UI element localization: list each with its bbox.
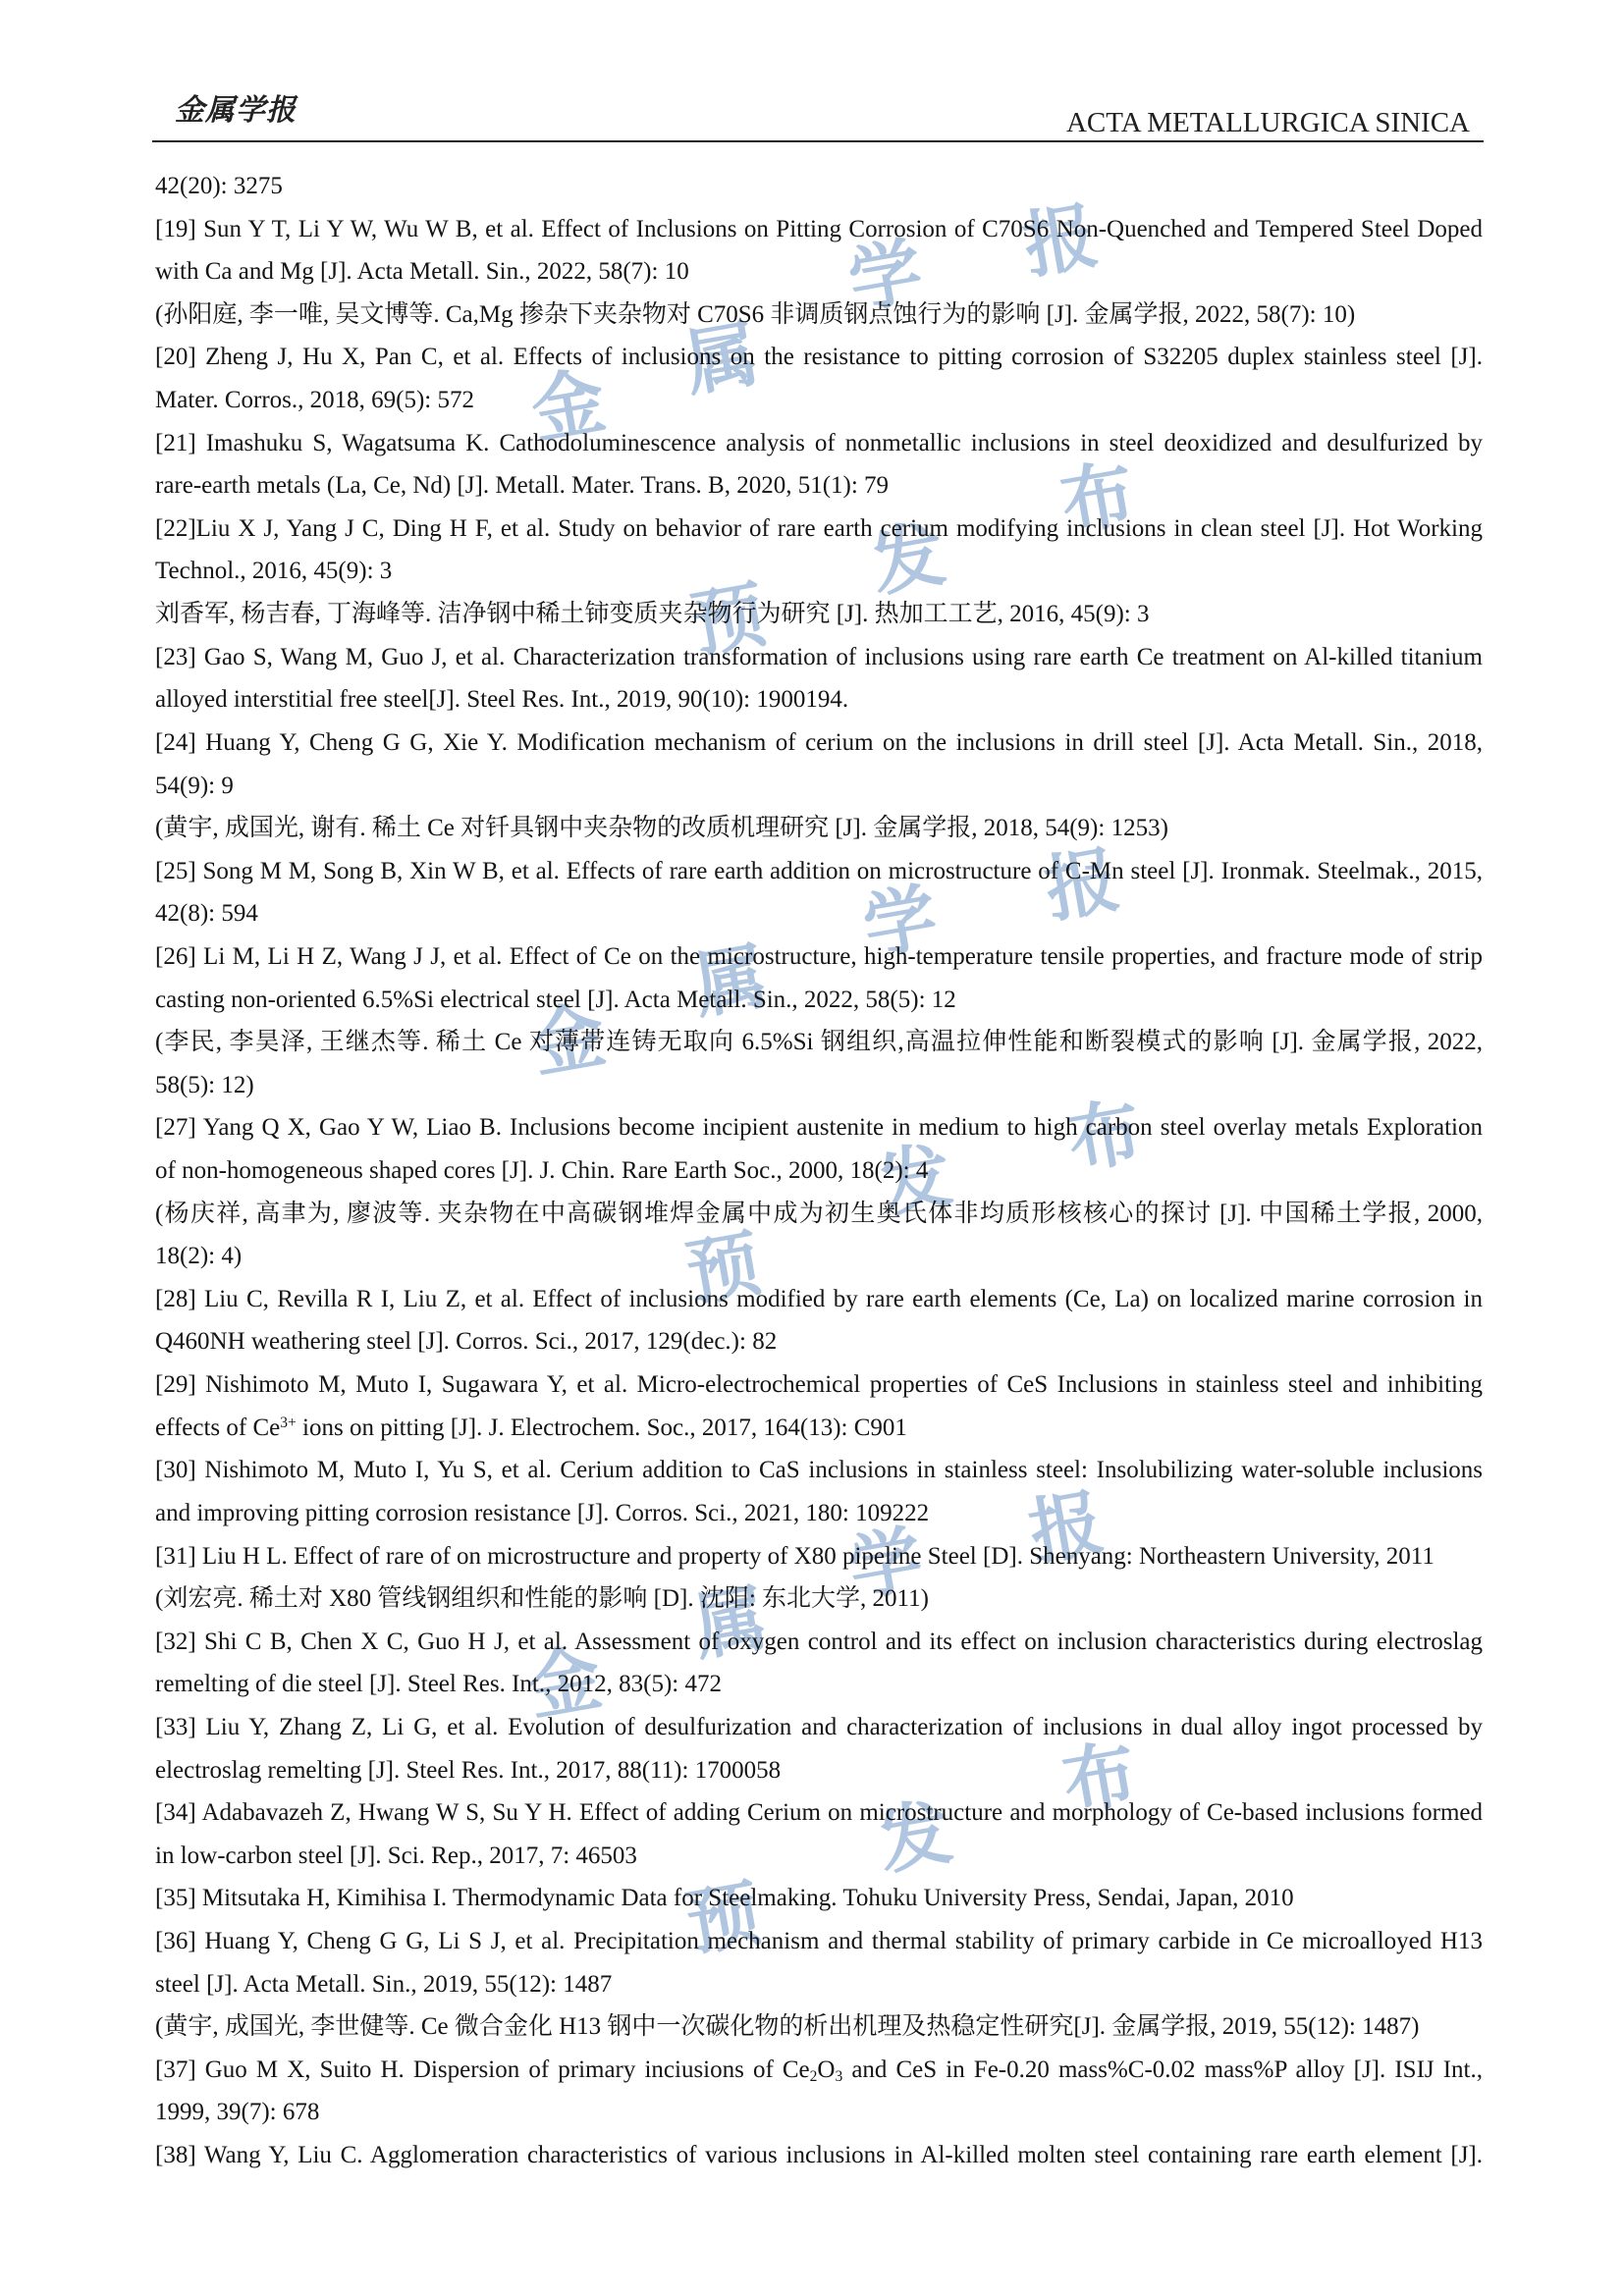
reference-line: [38] Wang Y, Liu C. Agglomeration characteristics of various inclusions in Al-killed molten steel containing rare earth element [J]. — [155, 2142, 1483, 2169]
watermark-char: 报 — [1017, 193, 1104, 290]
watermark-char: 预 — [680, 1871, 767, 1967]
reference-line: alloyed interstitial free steel[J]. Steel Res. Int., 2019, 90(10): 1900194. — [155, 686, 849, 714]
reference-line: electroslag remelting [J]. Steel Res. Int., 2017, 88(11): 1700058 — [155, 1756, 782, 1784]
watermark-char: 学 — [857, 875, 944, 971]
text-segment: effects of Ce — [155, 1414, 281, 1441]
reference-entry — [155, 1621, 1483, 1706]
reference-line: 58(5): 12) — [155, 1071, 254, 1098]
reference-line: 42(20): 3275 — [155, 173, 283, 199]
watermark-char: 属 — [687, 934, 774, 1030]
superscript: 3+ — [280, 1414, 297, 1431]
reference-line: 刘香军, 杨吉春, 丁海峰等. 洁净钢中稀土铈变质夹杂物行为研究 [J]. 热加工工艺, 2016, 45(9): 3 — [155, 601, 1150, 628]
reference-line: [23] Gao S, Wang M, Guo J, et al. Characterization transformation of inclusions using rare earth Ce treatment on Al-killed titanium — [155, 643, 1483, 670]
reference-line: [36] Huang Y, Cheng G G, Li S J, et al. Precipitation mechanism and thermal stability of primary carbide in Ce microalloyed H13 — [155, 1927, 1483, 1954]
reference-entry — [155, 507, 1483, 636]
reference-entry — [155, 1449, 1483, 1534]
reference-line: (李民, 李昊泽, 王继杰等. 稀土 Ce 对薄带连铸无取向 6.5%Si 钢组织,高温拉伸性能和断裂模式的影响 [J]. 金属学报, 2022, — [155, 1029, 1483, 1056]
reference-line: (刘宏亮. 稀土对 X80 管线钢组织和性能的影响 [D]. 沈阳: 东北大学, 2011) — [155, 1585, 929, 1613]
reference-line: [35] Mitsutaka H, Kimihisa I. Thermodynamic Data for Steelmaking. Tohuku University Press, Sendai, Japan, 2010 — [155, 1885, 1294, 1912]
journal-logo: 金属学报 — [175, 93, 297, 128]
reference-entry — [155, 2134, 1483, 2177]
text-segment: and CeS in Fe-0.20 mass%C-0.02 mass%P alloy [J]. ISIJ Int., — [842, 2056, 1483, 2083]
reference-line: 1999, 39(7): 678 — [155, 2099, 320, 2126]
reference-entry — [155, 636, 1483, 721]
reference-line: [20] Zheng J, Hu X, Pan C, et al. Effects of inclusions on the resistance to pitting corrosion of S32205 duplex stainless steel [J]. — [155, 344, 1483, 371]
reference-entry — [155, 1920, 1483, 2049]
watermark-char: 金 — [525, 992, 612, 1089]
reference-entry — [155, 935, 1483, 1106]
reference-line — [155, 1407, 1483, 1450]
reference-entry — [155, 336, 1483, 421]
watermark-char: 金 — [525, 358, 612, 454]
reference-line: Mater. Corros., 2018, 69(5): 572 — [155, 387, 474, 414]
reference-line: [32] Shi C B, Chen X C, Guo H J, et al. Assessment of oxygen control and its effect on inclusion characteristics during electroslag — [155, 1628, 1483, 1655]
watermark-char: 学 — [842, 229, 929, 325]
watermark-char: 发 — [865, 511, 951, 608]
watermark-char: 布 — [1061, 1089, 1148, 1185]
reference-line: [28] Liu C, Revilla R I, Liu Z, et al. Effect of inclusions modified by rare earth elements (Ce, La) on localized marine corrosion in — [155, 1285, 1483, 1312]
reference-line: (黄宇, 成国光, 谢有. 稀土 Ce 对钎具钢中夹杂物的改质机理研究 [J]. 金属学报, 2018, 54(9): 1253) — [155, 815, 1168, 842]
reference-line: [29] Nishimoto M, Muto I, Sugawara Y, et al. Micro-electrochemical properties of CeS Inclusions in stainless steel and inhibiting — [155, 1371, 1483, 1399]
watermark-char: 布 — [1056, 1731, 1143, 1827]
watermark-char: 发 — [872, 1789, 958, 1886]
text-segment: ions on pitting [J]. J. Electrochem. Soc., 2017, 164(13): C901 — [296, 1414, 907, 1441]
reference-line: [24] Huang Y, Cheng G G, Xie Y. Modification mechanism of cerium on the inclusions in drill steel [J]. Acta Metall. Sin., 2018, — [155, 728, 1483, 756]
reference-line: rare-earth metals (La, Ce, Nd) [J]. Metall. Mater. Trans. B, 2020, 51(1): 79 — [155, 472, 890, 500]
watermark-char: 属 — [678, 311, 765, 407]
reference-line: [21] Imashuku S, Wagatsuma K. Cathodoluminescence analysis of nonmetallic inclusions in steel deoxidized and desulfurized by — [155, 429, 1483, 456]
reference-entry — [155, 1363, 1483, 1449]
journal-name: ACTA METALLURGICA SINICA — [1065, 107, 1470, 138]
reference-line: [33] Liu Y, Zhang Z, Li G, et al. Evolution of desulfurization and characterization of inclusions in dual alloy ingot processed by — [155, 1713, 1483, 1740]
watermark-char: 学 — [842, 1517, 929, 1613]
reference-line: [26] Li M, Li H Z, Wang J J, et al. Effect of Ce on the microstructure, high-temperature tensile properties, and fracture mode of strip — [155, 942, 1483, 970]
reference-line: Technol., 2016, 45(9): 3 — [155, 558, 393, 585]
reference-line: [27] Yang Q X, Gao Y W, Liao B. Inclusions become incipient austenite in medium to high carbon steel overlay metals Exploration — [155, 1114, 1483, 1142]
reference-line: 54(9): 9 — [155, 772, 234, 799]
reference-line: remelting of die steel [J]. Steel Res. Int., 2012, 83(5): 472 — [155, 1671, 722, 1698]
reference-line: (黄宇, 成国光, 李世健等. Ce 微合金化 H13 钢中一次碳化物的析出机理及热稳定性研究[J]. 金属学报, 2019, 55(12): 1487) — [155, 2013, 1420, 2041]
reference-entry — [155, 422, 1483, 507]
reference-entry — [155, 850, 1483, 935]
subscript: 3 — [835, 2068, 843, 2086]
watermark-char: 报 — [1023, 1480, 1110, 1576]
reference-continuation — [155, 165, 1483, 208]
reference-line: [30] Nishimoto M, Muto I, Yu S, et al. Cerium addition to CaS inclusions in stainless steel: Insolubilizing water-soluble inclusions — [155, 1457, 1483, 1484]
reference-list — [155, 165, 1483, 2177]
reference-entry — [155, 1877, 1483, 1920]
watermark-char: 布 — [1055, 451, 1141, 547]
subscript: 2 — [809, 2068, 818, 2086]
reference-line: [19] Sun Y T, Li Y W, Wu W B, et al. Effect of Inclusions on Pitting Corrosion of C70S6 Non-Quenched and Tempered Steel Doped — [155, 215, 1483, 242]
reference-entry — [155, 721, 1483, 850]
text-segment: O — [817, 2056, 836, 2083]
reference-entry — [155, 1706, 1483, 1791]
reference-entry — [155, 1791, 1483, 1877]
reference-line: of non-homogeneous shaped cores [J]. J. Chin. Rare Earth Soc., 2000, 18(2): 4 — [155, 1157, 929, 1185]
watermark-char: 金 — [521, 1635, 608, 1732]
reference-line: [31] Liu H L. Effect of rare of on microstructure and property of X80 pipeline Steel [D]. Shenyang: Northeastern University, 2011 — [155, 1542, 1435, 1570]
reference-line: [34] Adabavazeh Z, Hwang W S, Su Y H. Effect of adding Cerium on microstructure and morphology of Ce-based inclusions formed — [155, 1799, 1483, 1827]
reference-line: 18(2): 4) — [155, 1243, 243, 1270]
reference-line: 42(8): 594 — [155, 900, 258, 928]
text-segment: [37] Guo M X, Suito H. Dispersion of primary inciusions of Ce — [155, 2056, 810, 2083]
reference-line: [22]Liu X J, Yang J C, Ding H F, et al. Study on behavior of rare earth cerium modifying inclusions in clean steel [J]. Hot Working — [155, 514, 1483, 542]
reference-line: casting non-oriented 6.5%Si electrical steel [J]. Acta Metall. Sin., 2022, 58(5): 12 — [155, 986, 956, 1013]
reference-line: [25] Song M M, Song B, Xin W B, et al. Effects of rare earth addition on microstructure of C-Mn steel [J]. Ironmak. Steelmak., 2015, — [155, 857, 1483, 884]
watermark-char: 报 — [1039, 837, 1125, 934]
watermark-char: 属 — [687, 1575, 774, 1672]
reference-line: Q460NH weathering steel [J]. Corros. Sci., 2017, 129(dec.): 82 — [155, 1328, 778, 1356]
reference-line: in low-carbon steel [J]. Sci. Rep., 2017, 7: 46503 — [155, 1842, 637, 1869]
watermark-char: 预 — [685, 572, 772, 668]
watermark-char: 预 — [680, 1221, 767, 1317]
reference-entry — [155, 2049, 1483, 2134]
watermark-char: 发 — [872, 1133, 958, 1229]
reference-line: steel [J]. Acta Metall. Sin., 2019, 55(12): 1487 — [155, 1970, 613, 1998]
reference-entry — [155, 208, 1483, 337]
reference-line: (杨庆祥, 高聿为, 廖波等. 夹杂物在中高碳钢堆焊金属中成为初生奥氏体非均质形核核心的探讨 [J]. 中国稀土学报, 2000, — [155, 1200, 1483, 1227]
header-rule — [152, 140, 1484, 142]
reference-entry — [155, 1278, 1483, 1363]
reference-line: (孙阳庭, 李一唯, 吴文博等. Ca,Mg 掺杂下夹杂物对 C70S6 非调质钢点蚀行为的影响 [J]. 金属学报, 2022, 58(7): 10) — [155, 300, 1356, 328]
reference-line: and improving pitting corrosion resistance [J]. Corros. Sci., 2021, 180: 109222 — [155, 1499, 930, 1526]
reference-line — [155, 2049, 1483, 2092]
reference-line: with Ca and Mg [J]. Acta Metall. Sin., 2022, 58(7): 10 — [155, 258, 689, 286]
reference-entry — [155, 1535, 1483, 1621]
reference-entry — [155, 1106, 1483, 1277]
